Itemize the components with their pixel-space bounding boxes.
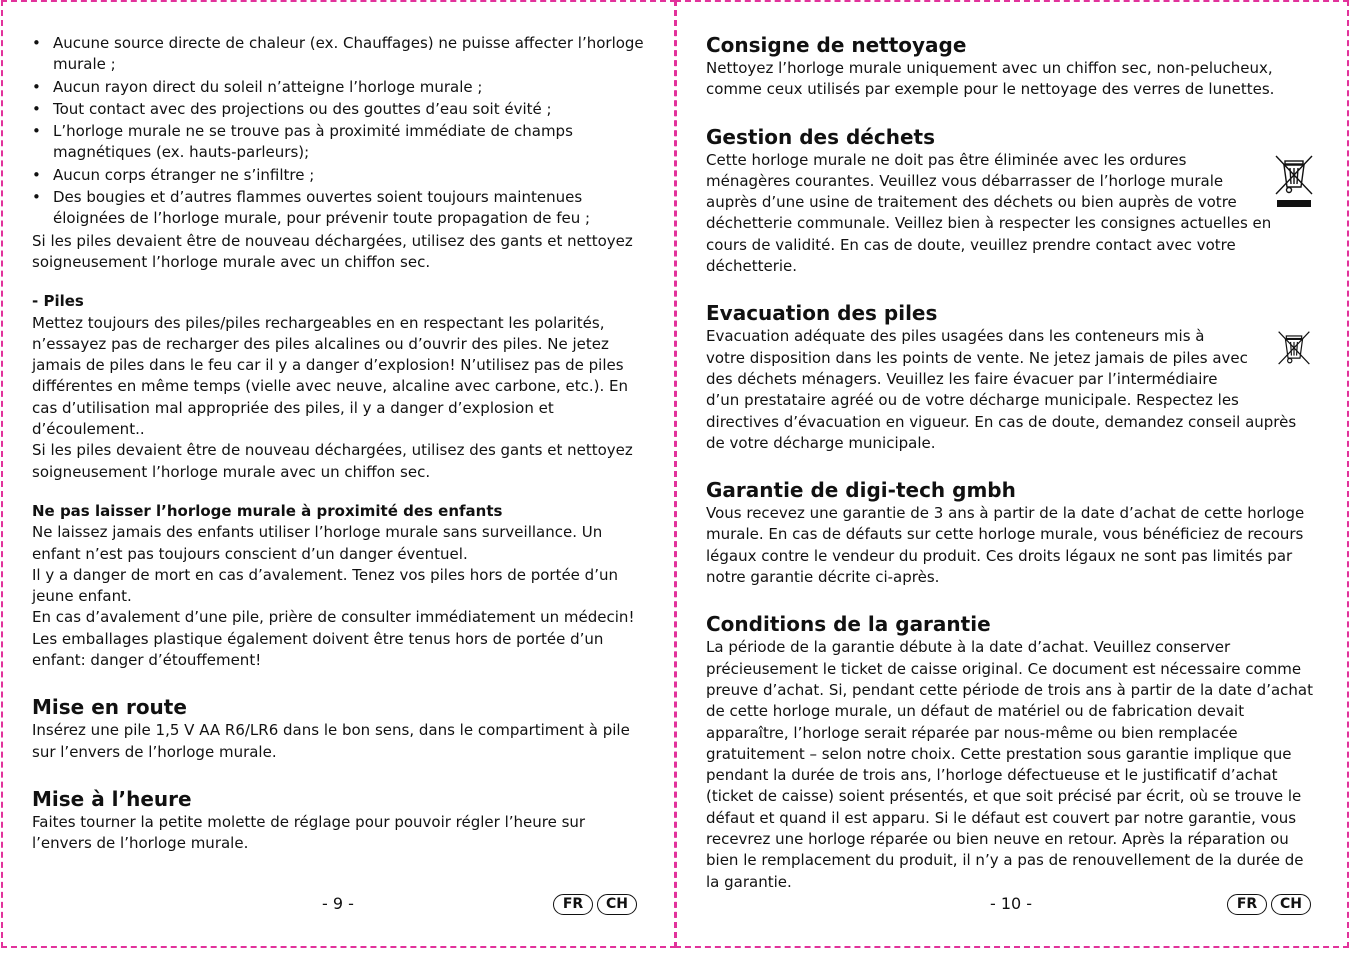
paragraph: Mettez toujours des piles/piles rechargeables en en respectant les polarités, n’essayez pas de recharger des piles alcalines ou d’ouvrir des piles. Ne jetez jamais de piles dans le feu car il y a danger d’explosion! N’utilisez pas de piles différentes en même temps (vielle avec neuve, alcaline avec carbone, etc.). En cas d’utilisation mal appropriée des piles, il y a danger d’explosion et d’écoulement.. — [32, 313, 628, 439]
page-number: - 10 - — [990, 894, 1033, 913]
paragraph: Vous recevez une garantie de 3 ans à partir de la date d’achat de cette horloge murale. En cas de défauts sur cette horloge murale, vous bénéficiez de recours légaux contre le vendeur du produit. Ces droits légaux ne sont pas limités par notre garantie décrite ci-après. — [706, 504, 1305, 587]
safety-bullet-list — [32, 33, 644, 230]
section-heading-dechets: Gestion des déchets — [706, 124, 935, 149]
paragraph: Cette horloge murale ne doit pas être éliminée avec les ordures ménagères courantes. Veuillez vous débarrasser de l’horloge murale auprès d’une usine de traitement des déchets ou bien auprès de votre déchetterie communale. Veillez bien à respecter les consignes actuelles en cours de validité. En cas de doute, veuillez prendre contact avec votre déchetterie. — [706, 150, 1272, 276]
paragraph: Evacuation adéquate des piles usagées dans les conteneurs mis à votre disposition dans les points de vente. Ne jetez jamais de piles avec des déchets ménagers. Veuillez les faire évacuer par l’intermédiaire d’un prestataire agréé ou de votre décharge municipale. Respectez les directives d’évacuation en vigueur. En cas de doute, demandez conseil auprès de votre décharge municipale. — [706, 327, 1297, 452]
paragraph: Ne laissez jamais des enfants utiliser l’horloge murale sans surveillance. Un enfant n’est pas toujours conscient d’un danger éventuel. — [32, 523, 603, 563]
crossed-out-wheelie-bin-icon — [1272, 330, 1316, 376]
paragraph: Si les piles devaient être de nouveau déchargées, utilisez des gants et nettoyez soigneusement l’horloge murale avec un chiffon sec. — [32, 231, 633, 271]
children-heading: Ne pas laisser l’horloge murale à proximité des enfants — [32, 501, 503, 520]
left-page-content — [32, 33, 644, 855]
page-number: - 9 - — [322, 894, 354, 913]
list-item: • Aucun rayon direct du soleil n’atteigne l’horloge murale ; — [32, 77, 644, 98]
section-heading-conditions: Conditions de la garantie — [706, 612, 991, 637]
country-badge-ch: CH — [597, 894, 637, 915]
crossed-out-wheelie-bin-icon — [1272, 154, 1316, 208]
section-heading-piles: Evacuation des piles — [706, 301, 938, 326]
section-heading-mise-en-route: Mise en route — [32, 695, 187, 720]
section-heading-nettoyage: Consigne de nettoyage — [706, 33, 967, 57]
country-badge-fr: FR — [553, 894, 593, 915]
paragraph: Faites tourner la petite molette de réglage pour pouvoir régler l’heure sur l’envers de l’horloge murale. — [32, 812, 586, 853]
country-badge-ch: CH — [1271, 894, 1311, 915]
paragraph: Les emballages plastique également doivent être tenus hors de portée d’un enfant: danger d’étouffement! — [32, 629, 604, 670]
section-heading-garantie: Garantie de digi-tech gmbh — [706, 478, 1016, 503]
paragraph: La période de la garantie débute à la date d’achat. Veuillez conserver précieusement le ticket de caisse original. Ce document est nécessaire comme preuve d’achat. Si, pendant cette période de trois ans à partir de la date d’achat de cette horloge murale, un défaut de matériel ou de fabrication devait apparaître, l’horloge serait réparée par nous-même ou bien remplacée gratuitement – selon notre choix. Cette prestation sous garantie implique que pendant la durée de trois ans, l’horloge défectueuse et le justificatif d’achat (ticket de caisse) soient présentés, et que soit précisé par écrit, où se trouve le défaut et quand il est apparu. Si le défaut est couvert par notre garantie, vous recevrez une horloge réparée ou bien neuve en retour. Après la réparation ou bien le remplacement du produit, il n’y a pas de renouvellement de la durée de la garantie. — [706, 638, 1313, 891]
list-item: • Aucun corps étranger ne s’infiltre ; — [32, 165, 644, 186]
battery-section — [706, 326, 1316, 454]
section-heading-mise-a-l-heure: Mise à l’heure — [32, 786, 192, 811]
list-item: • Aucune source directe de chaleur (ex. Chauffages) ne puisse affecter l’horloge murale ; — [32, 33, 644, 76]
paragraph: Si les piles devaient être de nouveau déchargées, utilisez des gants et nettoyez soigneusement l’horloge murale avec un chiffon sec. — [32, 441, 633, 481]
paragraph: Insérez une pile 1,5 V AA R6/LR6 dans le bon sens, dans le compartiment à pile sur l’envers de l’horloge murale. — [32, 721, 630, 761]
country-badges — [1227, 894, 1311, 915]
country-badge-fr: FR — [1227, 894, 1267, 915]
list-item: • Des bougies et d’autres flammes ouvertes soient toujours maintenues éloignées de l’horloge murale, pour prévenir toute propagation de feu ; — [32, 187, 644, 230]
right-page-content — [706, 33, 1316, 893]
paragraph: Nettoyez l’horloge murale uniquement avec un chiffon sec, non-pelucheux, comme ceux utilisés par exemple pour le nettoyage des verres de lunettes. — [706, 59, 1275, 99]
paragraph: Il y a danger de mort en cas d’avalement. Tenez vos piles hors de portée d’un jeune enfant. — [32, 565, 618, 606]
waste-section — [706, 150, 1316, 278]
list-item: • Tout contact avec des projections ou des gouttes d’eau soit évité ; — [32, 99, 644, 120]
country-badges — [553, 894, 637, 915]
piles-heading: - Piles — [32, 292, 84, 311]
paragraph: En cas d’avalement d’une pile, prière de consulter immédiatement un médecin! — [32, 608, 635, 627]
list-item: • L’horloge murale ne se trouve pas à proximité immédiate de champs magnétiques (ex. hauts-parleurs); — [32, 121, 644, 164]
